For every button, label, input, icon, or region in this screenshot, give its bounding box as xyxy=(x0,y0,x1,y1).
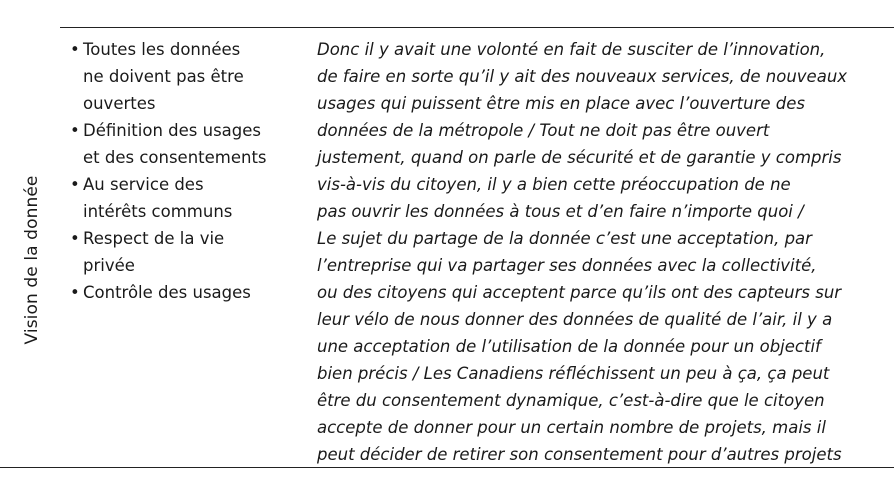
quote-line: être du consentement dynamique, c’est-à-dire que le citoyen xyxy=(317,391,825,410)
row-label: Vision de la donnée xyxy=(22,175,42,345)
bullet-list xyxy=(70,36,310,306)
quote-line: bien précis / Les Canadiens réfléchissent un peu à ça, ça peut xyxy=(317,364,830,383)
list-item xyxy=(70,225,310,279)
bullet-icon: • xyxy=(70,283,80,302)
quote-line: de faire en sorte qu’il y ait des nouveaux services, de nouveaux xyxy=(317,67,848,86)
list-item xyxy=(70,117,310,171)
quote-text xyxy=(317,36,892,468)
quote-line: vis-à-vis du citoyen, il y a bien cette préoccupation de ne xyxy=(317,175,791,194)
list-item xyxy=(70,171,310,225)
quote-line: usages qui puissent être mis en place avec l’ouverture des xyxy=(317,94,805,113)
bullet-text: Toutes les données ne doivent pas être ouvertes xyxy=(83,40,244,113)
bullet-icon: • xyxy=(70,229,80,248)
table-bottom-rule xyxy=(0,467,894,468)
quote-line: données de la métropole / Tout ne doit pas être ouvert xyxy=(317,121,770,140)
quote-line: Le sujet du partage de la donnée c’est une acceptation, par xyxy=(317,229,812,248)
list-item xyxy=(70,36,310,117)
quote-line: accepte de donner pour un certain nombre de projets, mais il xyxy=(317,418,826,437)
bullet-text: Respect de la vie privée xyxy=(83,229,225,275)
quote-line: une acceptation de l’utilisation de la donnée pour un objectif xyxy=(317,337,821,356)
bullet-text: Définition des usages et des consentements xyxy=(83,121,267,167)
table-top-rule xyxy=(60,27,894,28)
quote-line: l’entreprise qui va partager ses données avec la collectivité, xyxy=(317,256,817,275)
bullet-icon: • xyxy=(70,40,80,59)
quote-line: justement, quand on parle de sécurité et de garantie y compris xyxy=(317,148,842,167)
bullet-text: Contrôle des usages xyxy=(83,283,251,302)
quote-line: leur vélo de nous donner des données de qualité de l’air, il y a xyxy=(317,310,833,329)
bullet-icon: • xyxy=(70,121,80,140)
quote-line: peut décider de retirer son consentement pour d’autres projets xyxy=(317,445,842,464)
quote-line: pas ouvrir les données à tous et d’en faire n’importe quoi / xyxy=(317,202,804,221)
list-item xyxy=(70,279,310,306)
bullet-text: Au service des intérêts communs xyxy=(83,175,233,221)
quote-line: ou des citoyens qui acceptent parce qu’ils ont des capteurs sur xyxy=(317,283,842,302)
bullet-icon: • xyxy=(70,175,80,194)
quote-line: Donc il y avait une volonté en fait de susciter de l’innovation, xyxy=(317,40,826,59)
